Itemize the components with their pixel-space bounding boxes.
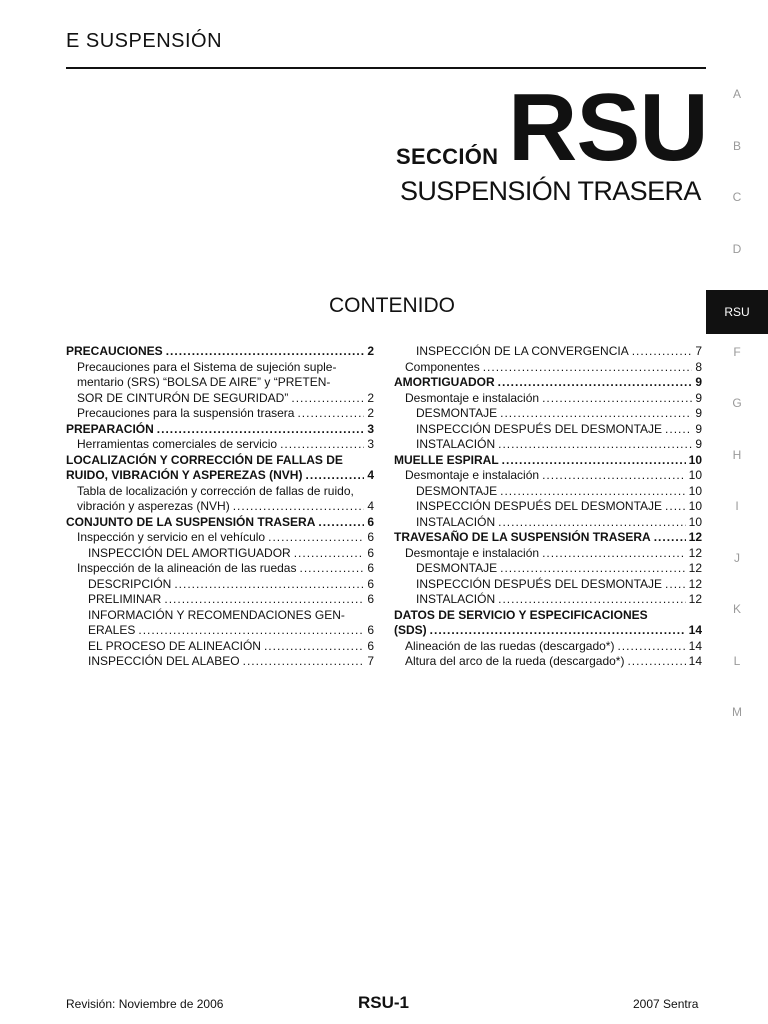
toc-entry-page: 10	[688, 499, 702, 513]
contents-title	[0, 294, 768, 318]
toc-entry[interactable]	[66, 344, 374, 360]
toc-entry-title: LOCALIZACIÓN Y CORRECCIÓN DE FALLAS DE	[66, 452, 343, 467]
toc-entry-title: INSTALACIÓN	[416, 514, 496, 529]
toc-entry[interactable]	[394, 484, 702, 500]
toc-entry-title: Precauciones para el Sistema de sujeción suple-	[77, 359, 337, 374]
toc-entry-title: SOR DE CINTURÓN DE SEGURIDAD”	[77, 390, 289, 405]
toc-entry-page: 9	[695, 437, 702, 451]
toc-entry-page: 6	[367, 514, 374, 529]
toc-entry[interactable]	[394, 608, 702, 624]
toc-entry-page: 4	[367, 499, 374, 513]
toc-leader-dots	[498, 375, 693, 391]
toc-entry[interactable]	[66, 608, 374, 624]
section-tab-g[interactable]: G	[732, 396, 742, 410]
toc-entry[interactable]	[66, 468, 374, 484]
toc-entry-title: Componentes	[405, 359, 480, 374]
toc-entry[interactable]	[394, 499, 702, 515]
toc-entry-page: 7	[695, 344, 702, 358]
toc-entry-page: 6	[367, 638, 374, 653]
section-tab-a[interactable]: A	[732, 87, 741, 101]
toc-leader-dots	[627, 654, 685, 670]
toc-leader-dots	[498, 437, 692, 453]
toc-entry-title: Desmontaje e instalación	[405, 545, 540, 560]
toc-entry[interactable]	[394, 592, 702, 608]
toc-leader-dots	[542, 546, 686, 562]
toc-entry-title: mentario (SRS) “BOLSA DE AIRE” y “PRETEN-	[77, 375, 331, 389]
toc-leader-dots	[617, 639, 685, 655]
section-title: SUSPENSIÓN TRASERA	[400, 176, 701, 206]
toc-entry[interactable]	[66, 577, 374, 593]
toc-entry[interactable]	[394, 546, 702, 562]
section-tab-f[interactable]: F	[733, 344, 741, 359]
toc-entry[interactable]	[66, 453, 374, 469]
toc-leader-dots	[498, 515, 686, 531]
toc-entry-page: 3	[367, 421, 374, 436]
toc-entry-page: 9	[695, 421, 702, 436]
toc-entry-title: Herramientas comerciales de servicio	[77, 437, 278, 451]
toc-entry-title: Desmontaje e instalación	[405, 468, 540, 482]
toc-entry[interactable]	[66, 515, 374, 531]
toc-entry[interactable]	[66, 375, 374, 391]
toc-entry-title: PRELIMINAR	[88, 592, 162, 606]
section-code: RSU	[508, 74, 708, 181]
section-word: SECCIÓN	[396, 144, 499, 169]
toc-entry-page: 14	[688, 654, 702, 668]
toc-entry[interactable]	[394, 561, 702, 577]
toc-entry-title: ERALES	[88, 623, 136, 637]
toc-entry[interactable]	[66, 546, 374, 562]
toc-entry-page: 14	[688, 623, 702, 637]
toc-entry-page: 12	[688, 561, 702, 575]
toc-entry-title: RUIDO, VIBRACIÓN Y ASPEREZAS (NVH)	[66, 468, 303, 482]
toc-entry-title: INSPECCIÓN DEL ALABEO	[88, 654, 240, 668]
toc-leader-dots	[157, 422, 365, 438]
toc-leader-dots	[498, 592, 686, 608]
section-tab-b[interactable]: B	[732, 138, 741, 153]
toc-entry[interactable]	[394, 406, 702, 422]
toc-leader-dots	[430, 623, 686, 639]
toc-leader-dots	[268, 530, 364, 546]
section-tab-l[interactable]: L	[733, 653, 741, 668]
toc-entry-page: 10	[688, 452, 702, 467]
contents-title-text: CONTENIDO	[329, 294, 455, 317]
toc-entry-title: TRAVESAÑO DE LA SUSPENSIÓN TRASERA	[394, 530, 651, 544]
toc-entry-page: 12	[688, 576, 702, 591]
toc-entry-title: (SDS)	[394, 623, 427, 637]
toc-entry[interactable]	[66, 561, 374, 577]
toc-entry-page: 12	[688, 545, 702, 560]
toc-entry-title: EL PROCESO DE ALINEACIÓN	[88, 638, 261, 653]
toc-leader-dots	[299, 561, 364, 577]
toc-entry-page: 14	[688, 638, 702, 653]
toc-entry-page: 2	[367, 344, 374, 358]
toc-entry-page: 10	[688, 483, 702, 498]
toc-entry[interactable]	[394, 453, 702, 469]
footer-model: 2007 Sentra	[633, 997, 699, 1011]
toc-leader-dots	[174, 577, 364, 593]
toc-entry-title: DESMONTAJE	[416, 406, 498, 420]
toc-leader-dots	[665, 499, 686, 515]
toc-leader-dots	[654, 530, 686, 546]
toc-leader-dots	[164, 592, 364, 608]
toc-entry-title: Inspección de la alineación de las ruedas	[77, 561, 297, 575]
toc-leader-dots	[243, 654, 365, 670]
toc-leader-dots	[291, 391, 364, 407]
toc-entry-title: INSPECCIÓN DESPUÉS DEL DESMONTAJE	[416, 576, 663, 591]
toc-entry-title: INSPECCIÓN DESPUÉS DEL DESMONTAJE	[416, 499, 663, 513]
toc-entry[interactable]	[394, 422, 702, 438]
toc-entry-page: 6	[367, 592, 374, 606]
toc-entry-title: CONJUNTO DE LA SUSPENSIÓN TRASERA	[66, 514, 316, 529]
toc-entry-page: 4	[367, 468, 374, 482]
toc-leader-dots	[297, 406, 364, 422]
toc-entry-title: INSTALACIÓN	[416, 437, 496, 451]
toc-leader-dots	[318, 515, 364, 531]
section-tab-i[interactable]: I	[735, 499, 739, 513]
header-section-label: E SUSPENSIÓN	[66, 30, 223, 52]
toc-entry-title: INSTALACIÓN	[416, 592, 496, 606]
toc-entry[interactable]	[394, 375, 702, 391]
section-tab-rsu[interactable]: RSU	[706, 290, 768, 334]
toc-leader-dots	[305, 468, 364, 484]
toc-entry-title: Alineación de las ruedas (descargado*)	[405, 638, 615, 653]
toc-entry-title: PREPARACIÓN	[66, 421, 154, 436]
toc-entry[interactable]	[394, 654, 702, 670]
toc-entry[interactable]	[394, 437, 702, 453]
toc-entry[interactable]	[66, 639, 374, 655]
header-rule	[66, 67, 706, 69]
section-tab-m[interactable]: M	[732, 705, 742, 719]
toc-entry[interactable]	[66, 484, 374, 500]
toc-entry[interactable]	[66, 530, 374, 546]
toc-entry-title: Inspección y servicio en el vehículo	[77, 530, 266, 544]
toc-entry[interactable]	[66, 406, 374, 422]
toc-entry[interactable]	[66, 592, 374, 608]
toc-entry[interactable]	[394, 623, 702, 639]
toc-leader-dots	[542, 468, 686, 484]
toc-entry-title: Altura del arco de la rueda (descargado*)	[405, 654, 625, 668]
toc-entry-title: DESMONTAJE	[416, 483, 498, 498]
toc-entry-page: 12	[688, 530, 702, 544]
toc-entry-page: 6	[367, 623, 374, 637]
toc-leader-dots	[500, 406, 692, 422]
toc-entry-title: Tabla de localización y corrección de fallas de ruido,	[77, 483, 354, 498]
toc-entry-page: 9	[695, 375, 702, 389]
section-tab-j[interactable]: J	[734, 550, 740, 565]
toc-entry-page: 2	[367, 406, 374, 420]
toc-entry-page: 7	[367, 654, 374, 668]
toc-leader-dots	[632, 344, 693, 360]
toc-entry-page: 10	[688, 514, 702, 529]
toc-entry[interactable]	[394, 515, 702, 531]
toc-entry-title: DESMONTAJE	[416, 561, 498, 575]
toc-entry[interactable]	[394, 530, 702, 546]
toc-entry-page: 9	[695, 406, 702, 420]
toc-entry-title: PRECAUCIONES	[66, 344, 163, 358]
toc-leader-dots	[502, 453, 686, 469]
toc-entry[interactable]	[394, 360, 702, 376]
toc-entry[interactable]	[66, 391, 374, 407]
toc-entry[interactable]	[66, 499, 374, 515]
toc-entry-page: 12	[688, 592, 702, 606]
toc-entry-title: MUELLE ESPIRAL	[394, 452, 499, 467]
toc-entry-page: 8	[695, 359, 702, 374]
toc-leader-dots	[542, 391, 692, 407]
toc-entry-page: 6	[367, 530, 374, 544]
section-tab-h[interactable]: H	[732, 447, 742, 462]
toc-entry-title: INFORMACIÓN Y RECOMENDACIONES GEN-	[88, 607, 345, 622]
toc-entry[interactable]	[66, 437, 374, 453]
toc-entry-page: 6	[367, 545, 374, 560]
toc-entry-title: INSPECCIÓN DEL AMORTIGUADOR	[88, 545, 291, 560]
toc-entry-title: INSPECCIÓN DE LA CONVERGENCIA	[416, 344, 629, 358]
footer-revision: Revisión: Noviembre de 2006	[66, 997, 224, 1011]
section-tab-k[interactable]: K	[732, 602, 741, 616]
toc-entry[interactable]	[394, 344, 702, 360]
toc-leader-dots	[665, 577, 686, 593]
toc-leader-dots	[233, 499, 365, 515]
toc-entry[interactable]	[66, 654, 374, 670]
toc-leader-dots	[294, 546, 365, 562]
toc-entry[interactable]	[394, 639, 702, 655]
toc-entry[interactable]	[394, 577, 702, 593]
toc-leader-dots	[166, 344, 365, 360]
section-tab-c[interactable]: C	[732, 190, 742, 204]
toc-entry-title: Precauciones para la suspensión trasera	[77, 406, 295, 420]
footer-page-code: RSU-1	[358, 993, 410, 1012]
toc-entry-page: 2	[367, 390, 374, 405]
toc-entry[interactable]	[66, 422, 374, 438]
toc-entry-title: Desmontaje e instalación	[405, 390, 540, 405]
toc-leader-dots	[665, 422, 692, 438]
toc-entry-page: 6	[367, 576, 374, 591]
toc-entry[interactable]	[66, 360, 374, 376]
toc-entry[interactable]	[66, 623, 374, 639]
toc-entry-title: INSPECCIÓN DESPUÉS DEL DESMONTAJE	[416, 421, 663, 436]
section-tab-d[interactable]: D	[732, 241, 742, 256]
toc-entry-page: 3	[367, 437, 374, 451]
toc-entry[interactable]	[394, 391, 702, 407]
toc-leader-dots	[264, 639, 364, 655]
toc-leader-dots	[500, 484, 686, 500]
toc-entry-title: AMORTIGUADOR	[394, 375, 495, 389]
toc-right-column	[394, 344, 702, 670]
toc-left-column	[66, 344, 374, 670]
toc-leader-dots	[500, 561, 686, 577]
toc-leader-dots	[483, 360, 693, 376]
toc-entry-page: 10	[688, 468, 702, 482]
toc-entry-title: DATOS DE SERVICIO Y ESPECIFICACIONES	[394, 607, 648, 622]
toc-entry-page: 9	[695, 390, 702, 405]
toc-entry[interactable]	[394, 468, 702, 484]
toc-leader-dots	[280, 437, 364, 453]
toc-entry-title: vibración y asperezas (NVH)	[77, 499, 230, 513]
toc-leader-dots	[138, 623, 364, 639]
toc-entry-title: DESCRIPCIÓN	[88, 576, 172, 591]
toc-entry-page: 6	[367, 561, 374, 575]
